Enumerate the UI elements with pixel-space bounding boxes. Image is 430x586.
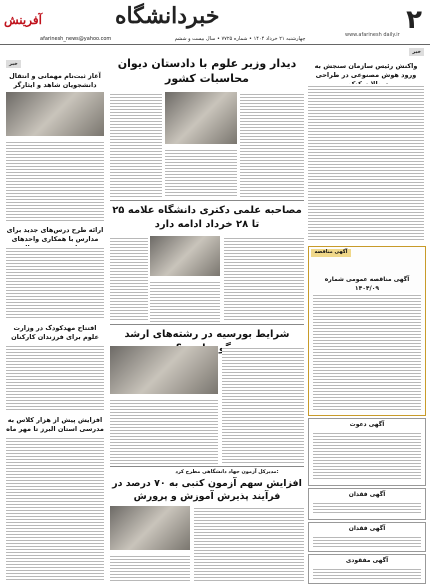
email: afarinesh_news@yahoo.com [40, 36, 112, 42]
kankur-headline: افزایش سهم آزمون کتبی به ۷۰ درصد در فرآیند پذیرش آموزش و پرورش [112, 478, 302, 502]
section-label-right: خبر [409, 48, 424, 56]
masters-text-1 [222, 346, 304, 464]
page-number: ۲ [406, 5, 422, 35]
left-top-headline: آغاز ثبت‌نام مهمانی و انتقال دانشجویان شاهد و ایثارگر [9, 72, 101, 89]
website: www.afarinesh daily.ir [345, 32, 400, 38]
notice-2-title: آگهی فقدان [348, 491, 386, 498]
notice-1 [308, 418, 426, 486]
interview-text-1 [224, 236, 304, 322]
masters-text-2 [110, 398, 218, 464]
notice-2-text [313, 501, 421, 515]
tender-box-label: آگهی مناقصه [311, 249, 351, 257]
left-mid-headline-2: افتتاح مهدکودک در وزارت علوم برای فرزندان کارکنان [11, 324, 99, 341]
notice-3 [308, 522, 426, 552]
right-column-text [308, 84, 424, 242]
interview-headline: مصاحبه علمی دکتری دانشگاه علامه ۲۵ تا ۲۸ خرداد ادامه دارد [112, 205, 302, 230]
interview-text-2 [110, 236, 148, 322]
left-bottom-headline: افزایش پیش از هزار کلاس به مدرسی استان البرز تا مهر ماه [6, 416, 104, 433]
left-photo [6, 92, 104, 136]
notice-1-text [313, 431, 421, 481]
main-text-1 [240, 92, 304, 198]
interview-text-3 [150, 280, 220, 322]
notice-4 [308, 554, 426, 584]
masters-headline: شرایط بورسیه در رشته‌های ارشد [124, 329, 290, 340]
divider [110, 466, 304, 467]
notice-4-text [313, 567, 421, 579]
notice-3-text [313, 535, 421, 547]
left-text-3 [6, 344, 104, 412]
date-line: چهارشنبه ۲۱ خرداد ۱۴۰۴ • شماره ۷۷۲۵ • سال بیست و ششم [174, 36, 306, 42]
kankur-text-2 [110, 554, 190, 582]
masthead [0, 0, 430, 45]
divider [110, 200, 304, 201]
supplement-logo: آفرینش [4, 13, 42, 27]
notice-1-title: آگهی دعوت [349, 421, 385, 428]
right-top-headline: واکنش رئیس سازمان سنجش به ورود هوش مصنوعی در طراحی [314, 62, 418, 79]
masters-photo [110, 346, 218, 394]
main-text-2 [110, 92, 162, 198]
tender-text [313, 293, 421, 411]
left-mid-headline-1: ارائه طرح درس‌های جدید برای مدارس با همکاری واحدهای [6, 226, 104, 243]
interview-photo [150, 236, 220, 276]
notice-3-title: آگهی فقدان [348, 525, 386, 532]
left-text-4 [6, 436, 104, 582]
notice-4-title: آگهی مفقودی [345, 557, 389, 564]
main-text-3 [165, 148, 237, 198]
tender-ad [308, 246, 426, 416]
tender-title: آگهی مناقصه عمومی شماره ۱۴۰۴/۰۹ [324, 276, 410, 292]
main-photo [165, 92, 237, 144]
section-label-left: خبر [6, 60, 21, 68]
divider [110, 324, 304, 325]
notice-2 [308, 488, 426, 520]
main-headline: دیدار وزیر علوم با دادستان دیوان محاسبات کشور [117, 57, 297, 85]
newspaper-logo: خبردانشگاه [115, 3, 220, 29]
kankur-text-1 [194, 506, 304, 582]
left-text-1 [6, 140, 104, 222]
kankur-photo [110, 506, 190, 550]
kankur-kicker: مدیرکل آزمون جهاد دانشگاهی مطرح کرد: [175, 469, 279, 475]
left-text-2 [6, 246, 104, 320]
